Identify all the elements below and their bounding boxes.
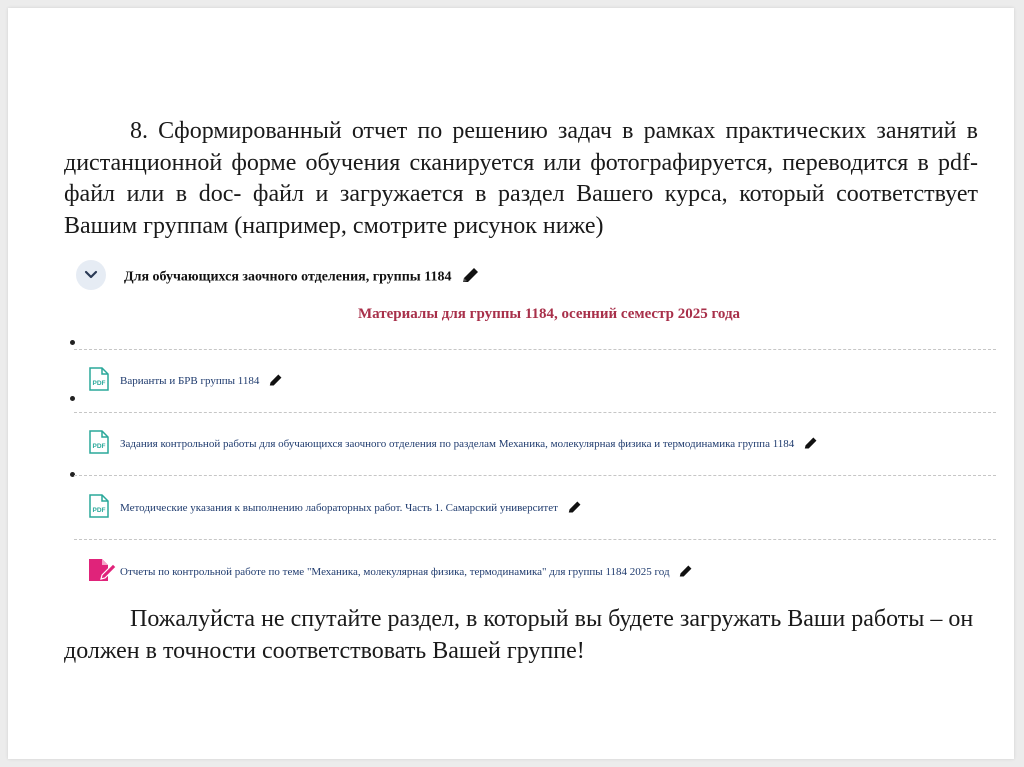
- divider: [74, 412, 996, 413]
- item-label: Задания контрольной работы для обучающихся заочного отделения по разделам Механика, молекулярная физика и термодинамика группа 1184: [120, 438, 795, 451]
- outro-paragraph: Пожалуйста не спутайте раздел, в который вы будете загружать Ваши работы – он должен в точности соответствовать Вашей группе!: [64, 606, 974, 664]
- section-title-wrap: [124, 266, 481, 289]
- item-label: Варианты и БРВ группы 1184: [120, 375, 260, 388]
- bullet-dot: [70, 340, 75, 345]
- item-label: Методические указания к выполнению лабораторных работ. Часть 1. Самарский университет: [120, 502, 558, 515]
- pdf-badge: PDF: [92, 507, 106, 514]
- chevron-down-icon: [84, 270, 98, 280]
- pdf-icon: [88, 494, 110, 523]
- pencil-icon: [678, 564, 694, 578]
- divider: [74, 539, 996, 540]
- pencil-icon: [268, 373, 284, 387]
- divider: [74, 349, 996, 350]
- section-title: Для обучающихся заочного отделения, группы 1184: [124, 269, 452, 285]
- pdf-icon: [88, 367, 110, 396]
- item-link[interactable]: [120, 373, 284, 390]
- divider: [74, 475, 996, 476]
- pdf-badge: PDF: [92, 443, 106, 450]
- assignment-icon: [88, 558, 116, 587]
- item-link[interactable]: [120, 564, 694, 581]
- pencil-icon: [461, 266, 481, 284]
- edit-item-button[interactable]: [567, 500, 583, 517]
- pdf-icon: [88, 430, 110, 459]
- edit-section-button[interactable]: [461, 266, 481, 289]
- intro-paragraph: 8. Сформированный отчет по решению задач в рамках практических занятий в дистанционной форме обучения сканируется или фотографируется, переводится в pdf-файл или в doc- файл и загружается в раздел Вашего курса, который соответствует Вашим группам (например, смотрите рисунок ниже): [64, 118, 978, 239]
- pencil-icon: [803, 436, 819, 450]
- item-label: Отчеты по контрольной работе по теме "Механика, молекулярная физика, термодинамика" для группы 1184 2025 год: [120, 566, 670, 579]
- slide: [8, 8, 1014, 759]
- section-subtitle: Материалы для группы 1184, осенний семестр 2025 года: [358, 306, 741, 322]
- item-link[interactable]: [120, 436, 819, 453]
- pencil-icon: [567, 500, 583, 514]
- edit-item-button[interactable]: [803, 436, 819, 453]
- edit-item-button[interactable]: [678, 564, 694, 581]
- collapse-section-button[interactable]: [76, 260, 106, 290]
- edit-item-button[interactable]: [268, 373, 284, 390]
- item-link[interactable]: [120, 500, 583, 517]
- pdf-badge: PDF: [92, 380, 106, 387]
- bullet-dot: [70, 396, 75, 401]
